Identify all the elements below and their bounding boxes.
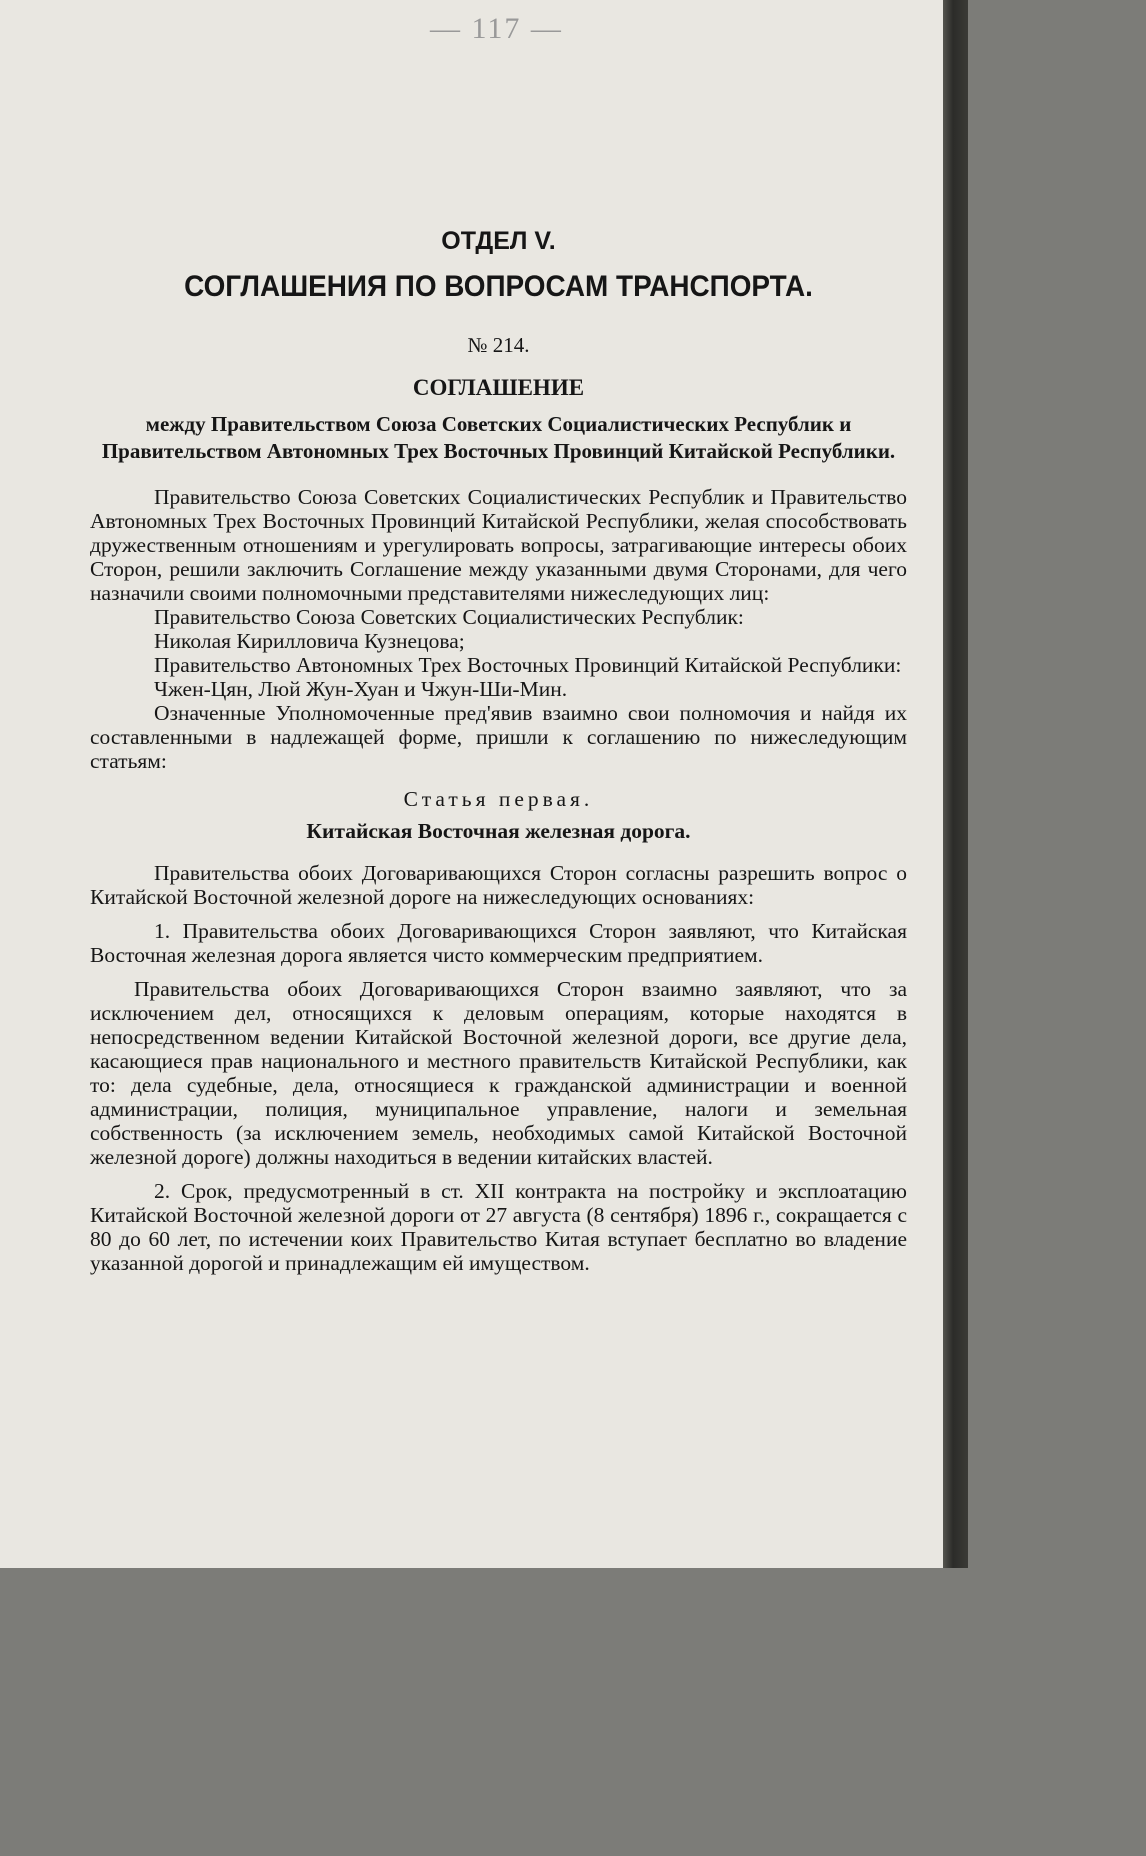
credentials-paragraph: Означенные Уполномоченные пред'явив взаимно свои полномочия и найдя их составленными в надлежащей форме, пришли к соглашению по нижеследующим статьям:	[90, 701, 907, 773]
article-1-title: Китайская Восточная железная дорога.	[306, 819, 691, 843]
section-title: СОГЛАШЕНИЯ ПО ВОПРОСАМ ТРАНСПОРТА.	[184, 270, 813, 303]
document-subtitle: между Правительством Союза Советских Социалистических Республик и Правительством Автономных Трех Восточных Провинций Китайской Республики.	[101, 412, 896, 463]
article-1-clause-1: 1. Правительства обоих Договаривающихся Сторон заявляют, что Китайская Восточная железная дорога является чисто коммерческим предприятием.	[90, 919, 907, 967]
party-2-representatives: Чжен-Цян, Люй Жун-Хуан и Чжун-Ши-Мин.	[154, 677, 568, 701]
article-1-clause-2: 2. Срок, предусмотренный в ст. XII контракта на постройку и эксплоатацию Китайской Восточной железной дороги от 27 августа (8 сентября) 1896 г., сокращается с 80 до 60 лет, по истечении коих Правительство Китая вступает бесплатно во владение указанной дорогой и принадлежащим ей имуществом.	[90, 1179, 907, 1275]
document-number: № 214.	[467, 333, 530, 357]
party-1-label: Правительство Союза Советских Социалистических Республик:	[154, 605, 744, 629]
article-1-paragraph: Правительства обоих Договаривающихся Сторон взаимно заявляют, что за исключением дел, относящихся к деловым операциям, которые находятся в непосредственном ведении Китайской Восточной железной дороги, все другие дела, касающиеся прав национального и местного правительств Китайской Республики, как то: дела судебные, дела, относящиеся к гражданской администрации и военной администрации, полиция, муниципальное управление, налоги и земельная собственность (за исключением земель, необходимых самой Китайской Восточной железной дороге) должны находиться в ведении китайских властей.	[90, 977, 907, 1169]
party-1-representative: Николая Кирилловича Кузнецова;	[154, 629, 465, 653]
body-text	[90, 485, 907, 1275]
document-type: СОГЛАШЕНИЕ	[412, 375, 585, 400]
preamble-paragraph: Правительство Союза Советских Социалистических Республик и Правительство Автономных Трех Восточных Провинций Китайской Республики, желая способствовать дружественным отношениям и урегулировать вопросы, затрагивающие интересы обоих Сторон, решили заключить Соглашение между указанными двумя Сторонами, для чего назначили своими полномочными представителями нижеследующих лиц:	[90, 485, 907, 605]
document-body	[90, 222, 907, 1275]
page-number: — 117 —	[430, 12, 563, 45]
scan-edge	[943, 0, 968, 1568]
department-heading: ОТДЕЛ V.	[441, 227, 556, 255]
article-1-paragraph: Правительства обоих Договаривающихся Сторон согласны разрешить вопрос о Китайской Восточной железной дороге на нижеследующих основаниях:	[90, 861, 907, 909]
article-1-heading: Статья первая.	[403, 787, 594, 811]
party-2-label: Правительство Автономных Трех Восточных Провинций Китайской Республики:	[154, 653, 902, 677]
